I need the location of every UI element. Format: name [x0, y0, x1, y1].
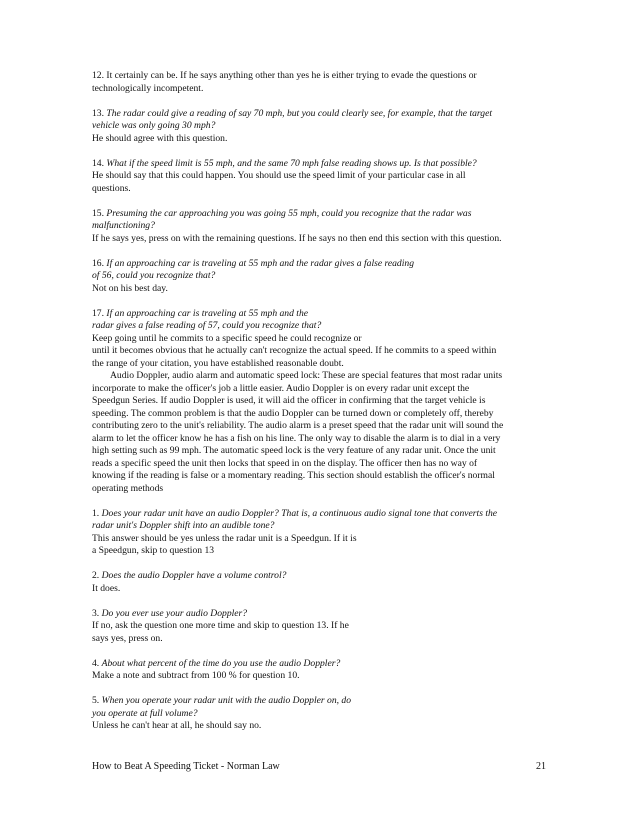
question-line: 5. When you operate your radar unit with the audio Doppler on, do	[92, 695, 352, 706]
question-15-block	[92, 208, 552, 246]
page-number: 21	[536, 761, 546, 772]
answer-line: If he says yes, press on with the remaining questions. If he says no then end this section with this question.	[92, 232, 502, 244]
paragraph-line: knowing if the reading is false or a momentary reading. This section should establish the officer's normal	[92, 470, 495, 481]
answer-line: Keep going until he commits to a specific speed he could recognize or	[92, 332, 362, 344]
paragraph-line: contributing zero to the unit's reliability. The audio alarm is a preset speed that the radar unit will sound the	[92, 420, 504, 431]
question-text: About what percent of the time do you use the audio Doppler?	[101, 657, 341, 669]
answer-line: It does.	[92, 582, 121, 594]
question-line: vehicle was only going 30 mph?	[92, 120, 216, 131]
document-page	[92, 70, 552, 745]
question-17-block	[92, 308, 552, 371]
page-footer	[92, 761, 546, 773]
text-line: 12. It certainly can be. If he says anything other than yes he is either trying to evade the questions or	[92, 70, 477, 81]
question-line: radar gives a false reading of 57, could you recognize that?	[92, 320, 322, 331]
audio-question-2-block	[92, 570, 552, 595]
question-line: you operate at full volume?	[92, 707, 198, 719]
question-text: If an approaching car is traveling at 55 mph and the	[106, 307, 309, 319]
question-13-block	[92, 108, 552, 146]
question-text: Presuming the car approaching you was going 55 mph, could you recognize that the radar was	[106, 207, 472, 219]
audio-question-4-block	[92, 658, 552, 683]
question-line: 3. Do you ever use your audio Doppler?	[92, 607, 248, 619]
paragraph-line: Audio Doppler, audio alarm and automatic speed lock: These are special features that most radar units	[110, 370, 503, 381]
paragraph-line: incorporate to make the officer's job a little easier. Audio Doppler is on every radar unit except the	[92, 382, 470, 394]
question-line: 13. The radar could give a reading of say 70 mph, but you could clearly see, for example, that the target	[92, 107, 493, 119]
text-line: technologically incompetent.	[92, 82, 204, 94]
answer-line: This answer should be yes unless the radar unit is a Speedgun. If it is	[92, 532, 357, 544]
question-line: 2. Does the audio Doppler have a volume control?	[92, 570, 287, 581]
audio-question-3-block	[92, 608, 552, 646]
question-text: Does the audio Doppler have a volume control?	[101, 570, 287, 581]
audio-question-5-block	[92, 695, 552, 733]
question-text: Do you ever use your audio Doppler?	[101, 607, 248, 619]
audio-doppler-paragraph	[92, 370, 552, 495]
question-text: When you operate your radar unit with the audio Doppler on, do	[101, 695, 352, 706]
question-text: Does your radar unit have an audio Doppler? That is, a continuous audio signal tone that converts the	[101, 507, 498, 519]
question-line: malfunctioning?	[92, 220, 155, 231]
question-line: 16. If an approaching car is traveling at 55 mph and the radar gives a false reading	[92, 257, 414, 269]
question-line: 1. Does your radar unit have an audio Doppler? That is, a continuous audio signal tone that converts the	[92, 507, 498, 519]
answer-line: He should say that this could happen. You should use the speed limit of your particular case in all	[92, 170, 466, 181]
question-line: 4. About what percent of the time do you use the audio Doppler?	[92, 657, 341, 669]
question-line: 17. If an approaching car is traveling at 55 mph and the	[92, 307, 309, 319]
question-16-block	[92, 258, 552, 296]
paragraph-line: alarm to let the officer know he has a fish on his line. The only way to disable the alarm is to dial in a very	[92, 432, 501, 444]
question-line: of 56, could you recognize that?	[92, 270, 216, 281]
question-text: If an approaching car is traveling at 55 mph and the radar gives a false reading	[106, 257, 414, 269]
paragraph-line: speeding. The common problem is that the audio Doppler can be turned down or completely off, thereby	[92, 407, 494, 419]
question-line: radar unit's Doppler shift into an audible tone?	[92, 520, 275, 531]
question-14-block	[92, 158, 552, 196]
answer-line: Unless he can't hear at all, he should say no.	[92, 720, 262, 731]
answer-line: questions.	[92, 182, 131, 194]
answer-line: Make a note and subtract from 100 % for question 10.	[92, 670, 300, 681]
answer-line: He should agree with this question.	[92, 132, 228, 144]
question-line: 14. What if the speed limit is 55 mph, and the same 70 mph false reading shows up. Is that possible?	[92, 157, 477, 169]
footer-title: How to Beat A Speeding Ticket - Norman Law	[92, 761, 280, 772]
answer-line: If no, ask the question one more time and skip to question 13. If he	[92, 620, 349, 631]
answer-line: says yes, press on.	[92, 632, 163, 644]
question-text: The radar could give a reading of say 70 mph, but you could clearly see, for example, that the target	[106, 107, 493, 119]
paragraph-line: high setting such as 99 mph. The automatic speed lock is the very feature of any radar unit. Once the unit	[92, 445, 496, 456]
question-12-block	[92, 70, 552, 95]
paragraph-line: Speedgun Series. If audio Doppler is used, it will aid the officer in confirming that the target vehicle is	[92, 395, 486, 406]
answer-line: the range of your citation, you have established reasonable doubt.	[92, 357, 344, 369]
question-line: 15. Presuming the car approaching you was going 55 mph, could you recognize that the radar was	[92, 207, 472, 219]
answer-line: until it becomes obvious that he actually can't recognize the actual speed. If he commits to a speed within	[92, 345, 497, 356]
answer-line: a Speedgun, skip to question 13	[92, 545, 215, 556]
paragraph-line: operating methods	[92, 482, 164, 494]
audio-question-1-block	[92, 508, 552, 558]
answer-line: Not on his best day.	[92, 282, 168, 294]
paragraph-line: reads a specific speed the unit then locks that speed in on the display. The officer then has no way of	[92, 457, 478, 469]
question-text: What if the speed limit is 55 mph, and the same 70 mph false reading shows up. Is that possible?	[106, 157, 477, 169]
